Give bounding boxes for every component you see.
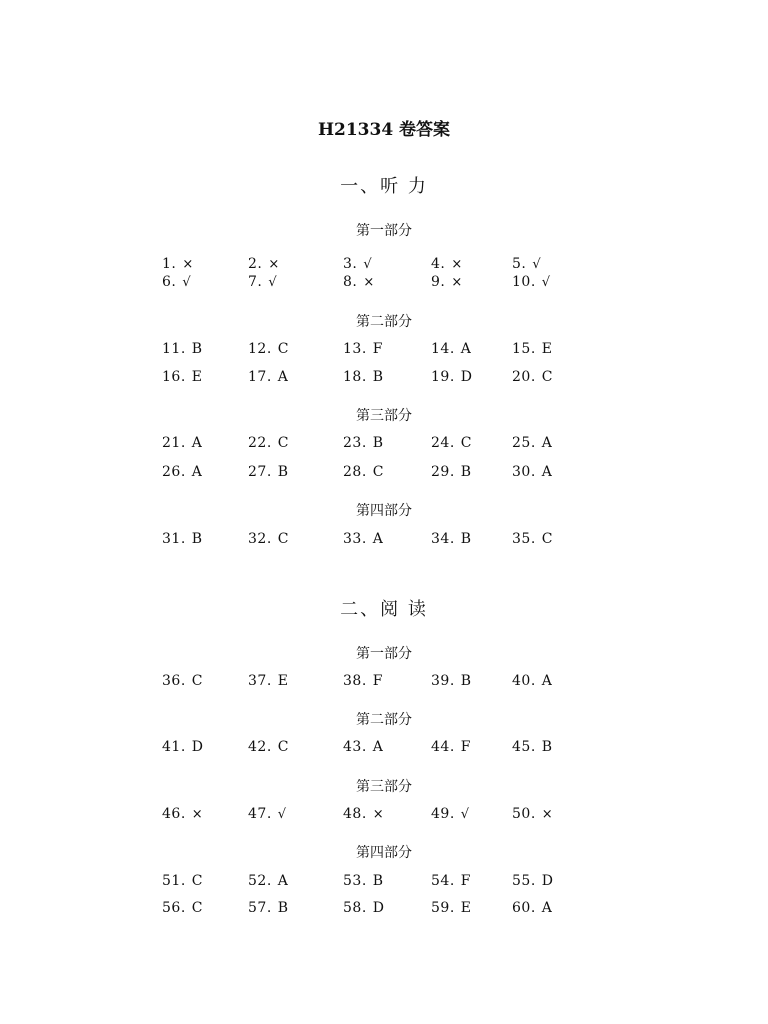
answer-value: × [372,807,384,822]
answer-value: B [372,369,384,385]
answer-value: A [541,435,552,451]
question-number: 30. [512,464,536,480]
question-number: 46. [162,806,186,822]
answer-item [512,464,552,480]
question-number: 37. [248,673,272,689]
question-number: 55. [512,873,536,889]
question-number: 17. [248,369,272,385]
question-number: 33. [343,531,367,547]
answer-value: E [277,673,288,689]
question-number: 31. [162,531,186,547]
answer-item [248,464,288,480]
answer-item [248,739,288,755]
answer-item [343,739,383,755]
answer-item [248,531,288,547]
answer-item [512,274,550,290]
question-number: 8. [343,274,358,290]
answer-value: F [372,341,383,357]
answer-value: × [182,257,194,272]
answer-value: B [460,673,472,689]
question-number: 28. [343,464,367,480]
answer-value: A [191,435,202,451]
section-heading: 一、听 力 [340,176,428,197]
question-number: 58. [343,900,367,916]
answer-value: √ [363,257,372,272]
answer-item [162,256,193,272]
answer-item [248,341,288,357]
answer-value: E [541,341,552,357]
answer-row [0,739,768,759]
answer-item [431,369,472,385]
answer-row [0,873,768,893]
question-number: 11. [162,341,186,357]
question-number: 51. [162,873,186,889]
question-number: 15. [512,341,536,357]
answer-value: A [541,900,552,916]
answer-value: D [460,369,472,385]
answer-value: A [372,531,383,547]
part-label: 第一部分 [356,223,412,239]
answer-item [162,341,202,357]
question-number: 60. [512,900,536,916]
answer-value: B [191,531,203,547]
question-number: 23. [343,435,367,451]
question-number: 14. [431,341,455,357]
section-heading: 二、阅 读 [340,599,428,620]
question-number: 26. [162,464,186,480]
answer-value: C [277,341,289,357]
answer-value: C [372,464,384,480]
answer-value: B [460,531,472,547]
answer-value: E [460,900,471,916]
part-label: 第四部分 [356,503,412,519]
answer-item [431,873,470,889]
answer-item [512,900,552,916]
answer-value: √ [541,275,551,290]
question-number: 16. [162,369,186,385]
answer-item [343,873,383,889]
answer-value: A [541,673,552,689]
answer-item [431,274,462,290]
part-label: 第三部分 [356,779,412,795]
answer-value: √ [532,257,541,272]
question-number: 27. [248,464,272,480]
answer-value: A [277,873,288,889]
answer-value: A [372,739,383,755]
answer-item [343,341,382,357]
question-number: 56. [162,900,186,916]
question-number: 42. [248,739,272,755]
document-title: H21334 卷答案 [317,120,451,140]
question-number: 40. [512,673,536,689]
answer-item [343,435,383,451]
question-number: 34. [431,531,455,547]
question-number: 38. [343,673,367,689]
question-number: 32. [248,531,272,547]
answer-item [162,531,202,547]
answer-value: C [277,531,289,547]
question-number: 54. [431,873,455,889]
question-number: 43. [343,739,367,755]
question-number: 35. [512,531,536,547]
question-number: 48. [343,806,367,822]
question-number: 1. [162,256,177,272]
answer-item [343,806,384,822]
answer-value: F [460,739,471,755]
answer-item [162,369,202,385]
answer-item [248,873,288,889]
part-label: 第二部分 [356,712,412,728]
answer-value: D [372,900,384,916]
answer-value: A [460,341,471,357]
answer-item [512,256,541,272]
answer-item [512,873,553,889]
answer-item [431,900,471,916]
answer-value: C [277,739,289,755]
answer-value: √ [268,275,277,290]
answer-value: B [541,739,553,755]
question-number: 7. [248,274,263,290]
answer-value: C [191,673,203,689]
question-number: 52. [248,873,272,889]
answer-item [512,806,553,822]
answer-item [248,673,288,689]
answer-value: × [268,257,280,272]
answer-value: × [451,257,463,272]
question-number: 57. [248,900,272,916]
question-number: 20. [512,369,536,385]
answer-row [0,464,768,484]
answer-item [162,274,191,290]
answer-item [162,464,202,480]
answer-item [162,435,202,451]
answer-item [162,806,203,822]
answer-value: B [372,873,384,889]
question-number: 53. [343,873,367,889]
answer-item [248,435,288,451]
answer-item [248,369,288,385]
answer-item [431,341,471,357]
question-number: 21. [162,435,186,451]
answer-value: × [191,807,203,822]
answer-item [248,274,277,290]
answer-value: C [191,873,203,889]
part-label: 第一部分 [356,646,412,662]
answer-value: B [277,464,289,480]
answer-item [162,739,203,755]
answer-item [343,274,374,290]
question-number: 45. [512,739,536,755]
answer-row [0,531,768,551]
answer-item [162,873,202,889]
answer-item [248,806,286,822]
answer-item [512,739,552,755]
answer-value: F [460,873,471,889]
answer-value: × [451,275,463,290]
answer-item [512,369,552,385]
answer-row [0,806,768,826]
answer-value: √ [460,807,470,822]
answer-item [248,900,288,916]
answer-item [512,673,552,689]
answer-row [0,256,768,276]
question-number: 47. [248,806,272,822]
answer-row [0,900,768,920]
answer-item [343,256,372,272]
answer-item [431,256,462,272]
question-number: 10. [512,274,536,290]
question-number: 29. [431,464,455,480]
question-number: 4. [431,256,446,272]
answer-value: C [191,900,203,916]
answer-value: B [191,341,203,357]
answer-value: E [191,369,202,385]
part-label: 第二部分 [356,314,412,330]
answer-value: C [460,435,472,451]
question-number: 13. [343,341,367,357]
question-number: 59. [431,900,455,916]
question-number: 3. [343,256,358,272]
question-number: 44. [431,739,455,755]
answer-item [512,341,552,357]
answer-value: B [277,900,289,916]
answer-value: B [460,464,472,480]
answer-value: A [277,369,288,385]
answer-value: A [541,464,552,480]
question-number: 41. [162,739,186,755]
answer-value: √ [182,275,191,290]
answer-item [343,531,383,547]
answer-item [343,673,382,689]
answer-item [431,673,471,689]
question-number: 50. [512,806,536,822]
answer-item [162,673,202,689]
question-number: 25. [512,435,536,451]
question-number: 36. [162,673,186,689]
question-number: 24. [431,435,455,451]
question-number: 5. [512,256,527,272]
question-number: 9. [431,274,446,290]
question-number: 12. [248,341,272,357]
question-number: 22. [248,435,272,451]
answer-item [431,435,471,451]
answer-value: A [191,464,202,480]
answer-value: C [541,531,553,547]
question-number: 49. [431,806,455,822]
answer-row [0,341,768,361]
question-number: 19. [431,369,455,385]
answer-value: C [277,435,289,451]
answer-item [431,806,469,822]
question-number: 18. [343,369,367,385]
answer-item [162,900,202,916]
answer-value: √ [277,807,287,822]
question-number: 2. [248,256,263,272]
answer-row [0,274,768,294]
answer-row [0,673,768,693]
answer-value: C [541,369,553,385]
answer-value: D [191,739,203,755]
answer-item [343,464,383,480]
question-number: 6. [162,274,177,290]
answer-item [431,464,471,480]
answer-value: × [541,807,553,822]
answer-item [343,900,384,916]
answer-value: B [372,435,384,451]
answer-item [343,369,383,385]
answer-row [0,369,768,389]
answer-value: × [363,275,375,290]
answer-value: D [541,873,553,889]
answer-row [0,435,768,455]
question-number: 39. [431,673,455,689]
answer-item [431,531,471,547]
answer-item [248,256,279,272]
answer-value: F [372,673,383,689]
part-label: 第四部分 [356,845,412,861]
answer-item [512,531,552,547]
answer-item [431,739,470,755]
answer-item [512,435,552,451]
part-label: 第三部分 [356,408,412,424]
